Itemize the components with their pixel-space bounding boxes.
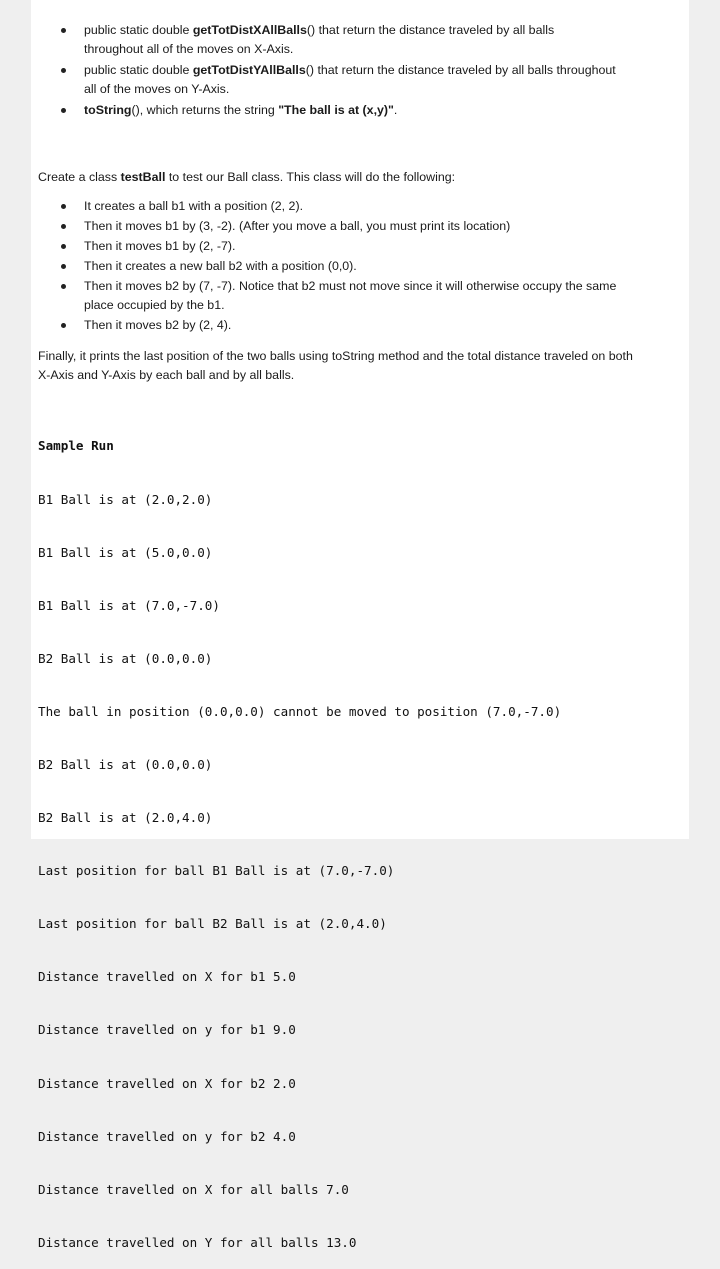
steps-list — [61, 197, 641, 336]
create-class-paragraph — [38, 168, 638, 187]
step-item — [61, 277, 641, 315]
step-item — [61, 197, 641, 216]
method-suffix: () that return the distance traveled by all balls throughout all of the moves on Y-Axis. — [84, 63, 616, 96]
create-para-before: Create a class — [38, 170, 121, 184]
bullet-icon — [61, 224, 66, 229]
method-quoted-string: "The ball is at (x,y)" — [278, 103, 394, 117]
sample-run-line: B2 Ball is at (0.0,0.0) — [38, 650, 213, 666]
final-paragraph: Finally, it prints the last position of the two balls using toString method and the total distance traveled on both X-Axis and Y-Axis by each ball and by all balls. — [38, 349, 633, 382]
step-text: Then it creates a new ball b2 with a position (0,0). — [84, 259, 357, 273]
step-text: It creates a ball b1 with a position (2, 2). — [84, 199, 304, 213]
method-name: getTotDistXAllBalls — [192, 23, 307, 37]
bullet-icon — [61, 108, 66, 113]
method-end: . — [393, 103, 398, 117]
sample-run-line: Last position for ball B1 Ball is at (7.0,-7.0) — [38, 863, 395, 879]
bullet-icon — [61, 204, 66, 209]
sample-run-line: Distance travelled on y for b2 4.0 — [38, 1128, 296, 1144]
sample-run-line: Distance travelled on y for b1 9.0 — [38, 1022, 296, 1038]
step-text: Then it moves b1 by (3, -2). (After you move a ball, you must print its location) — [84, 219, 511, 233]
step-text: Then it moves b1 by (2, -7). — [84, 239, 236, 253]
sample-run-title: Sample Run — [38, 438, 114, 454]
method-prefix: public static double — [84, 23, 193, 37]
sample-run-line: B2 Ball is at (2.0,4.0) — [38, 810, 213, 826]
sample-run-block — [38, 402, 561, 1269]
method-name: toString — [84, 103, 132, 117]
sample-run-line: Distance travelled on X for b1 5.0 — [38, 969, 296, 985]
sample-run-line: Last position for ball B2 Ball is at (2.0,4.0) — [38, 916, 387, 932]
method-list — [61, 21, 616, 122]
bullet-icon — [61, 264, 66, 269]
method-suffix: (), which returns the string — [131, 103, 279, 117]
sample-run-line: Distance travelled on X for all balls 7.0 — [38, 1181, 349, 1197]
method-item — [61, 61, 616, 99]
method-item — [61, 21, 616, 59]
method-suffix: () that return the distance traveled by all balls throughout all of the moves on X-Axis. — [84, 23, 555, 56]
create-para-after: to test our Ball class. This class will do the following: — [165, 170, 456, 184]
sample-run-line: B2 Ball is at (0.0,0.0) — [38, 756, 213, 772]
step-item — [61, 217, 641, 236]
bullet-icon — [61, 323, 66, 328]
step-item — [61, 257, 641, 276]
sample-run-line: The ball in position (0.0,0.0) cannot be moved to position (7.0,-7.0) — [38, 703, 562, 719]
sample-run-line: B1 Ball is at (2.0,2.0) — [38, 491, 213, 507]
method-item — [61, 101, 616, 120]
bullet-icon — [61, 244, 66, 249]
sample-run-line: B1 Ball is at (7.0,-7.0) — [38, 597, 220, 613]
step-item — [61, 316, 641, 335]
method-prefix: public static double — [84, 63, 193, 77]
bullet-icon — [61, 284, 66, 289]
create-para-class-name: testBall — [120, 170, 166, 184]
sample-run-line: Distance travelled on Y for all balls 13.0 — [38, 1234, 357, 1250]
sample-run-line: Distance travelled on X for b2 2.0 — [38, 1075, 296, 1091]
step-item — [61, 237, 641, 256]
step-text: Then it moves b2 by (7, -7). Notice that b2 must not move since it will otherwise occupy the same place occupied by the b1. — [84, 279, 617, 312]
method-name: getTotDistYAllBalls — [192, 63, 306, 77]
sample-run-line: B1 Ball is at (5.0,0.0) — [38, 544, 213, 560]
step-text: Then it moves b2 by (2, 4). — [84, 318, 232, 332]
bullet-icon — [61, 28, 66, 33]
bullet-icon — [61, 68, 66, 73]
